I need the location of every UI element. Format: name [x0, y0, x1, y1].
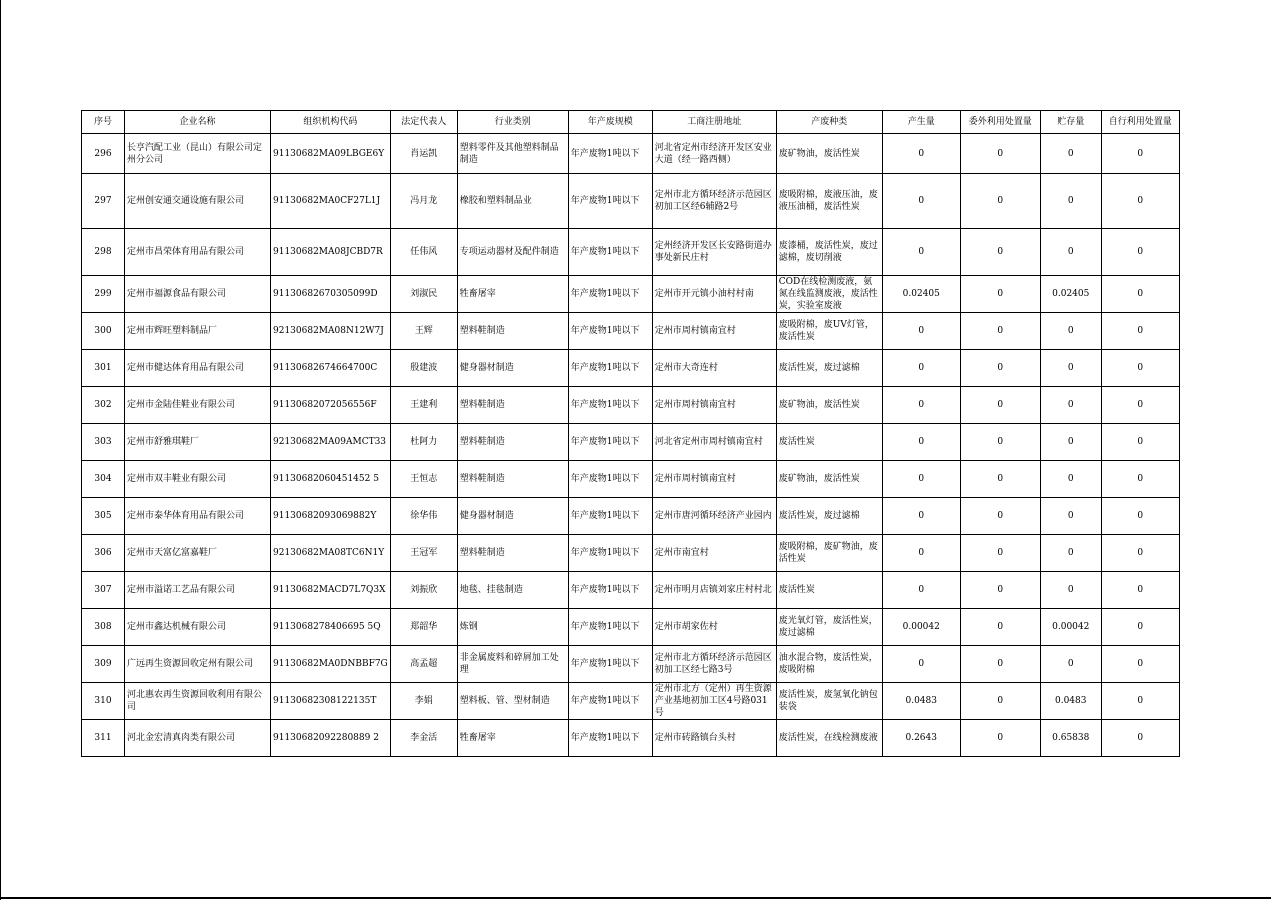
row-number: 299 — [82, 276, 125, 313]
address: 定州市大奇连村 — [652, 350, 776, 387]
company-name: 广远再生资源回收定州有限公司 — [125, 646, 271, 683]
company-name: 定州市福源食品有限公司 — [125, 276, 271, 313]
col-header: 产废种类 — [776, 111, 882, 134]
waste-scale: 年产废物1吨以下 — [568, 683, 652, 720]
org-code: 91130682MA0DNBBF7G — [271, 646, 391, 683]
legal-rep: 任伟风 — [390, 229, 457, 276]
table-row — [82, 535, 1180, 572]
col-header: 法定代表人 — [390, 111, 457, 134]
company-name: 定州市天富亿富嘉鞋厂 — [125, 535, 271, 572]
outsourced-amount: 0 — [960, 229, 1040, 276]
industry: 健身器材制造 — [457, 350, 568, 387]
row-number: 298 — [82, 229, 125, 276]
self-disposed-amount: 0 — [1101, 572, 1179, 609]
waste-types: 废活性炭 — [776, 572, 882, 609]
col-header: 组织机构代码 — [271, 111, 391, 134]
self-disposed-amount: 0 — [1101, 609, 1179, 646]
outsourced-amount: 0 — [960, 609, 1040, 646]
address: 定州市北方循环经济示范园区初加工区经七路3号 — [652, 646, 776, 683]
table-row — [82, 276, 1180, 313]
generated-amount: 0 — [882, 134, 960, 174]
table-row — [82, 720, 1180, 757]
col-header: 年产废规模 — [568, 111, 652, 134]
company-name: 定州市溢诺工艺品有限公司 — [125, 572, 271, 609]
outsourced-amount: 0 — [960, 313, 1040, 350]
generated-amount: 0.0483 — [882, 683, 960, 720]
address: 定州市砖路镇台头村 — [652, 720, 776, 757]
generated-amount: 0 — [882, 646, 960, 683]
self-disposed-amount: 0 — [1101, 387, 1179, 424]
col-header: 自行利用处置量 — [1101, 111, 1179, 134]
waste-types: 废光氧灯管，废活性炭，废过滤棉 — [776, 609, 882, 646]
row-number: 306 — [82, 535, 125, 572]
enterprise-waste-table — [81, 110, 1180, 757]
stored-amount: 0 — [1040, 646, 1101, 683]
stored-amount: 0.00042 — [1040, 609, 1101, 646]
org-code: 92130682MA08N12W7J — [271, 313, 391, 350]
stored-amount: 0 — [1040, 313, 1101, 350]
address: 定州市明月店镇刘家庄村村北 — [652, 572, 776, 609]
row-number: 297 — [82, 174, 125, 229]
waste-types: 废吸附棉，废液压油，废液压油桶，废活性炭 — [776, 174, 882, 229]
industry: 炼钢 — [457, 609, 568, 646]
table-row — [82, 350, 1180, 387]
waste-scale: 年产废物1吨以下 — [568, 174, 652, 229]
table-row — [82, 174, 1180, 229]
industry: 橡胶和塑料制品业 — [457, 174, 568, 229]
waste-types: 废吸附棉，废矿物油，废活性炭 — [776, 535, 882, 572]
company-name: 定州市金陆佳鞋业有限公司 — [125, 387, 271, 424]
self-disposed-amount: 0 — [1101, 720, 1179, 757]
row-number: 304 — [82, 461, 125, 498]
industry: 塑料鞋制造 — [457, 387, 568, 424]
org-code: 92130682MA09AMCT33 — [271, 424, 391, 461]
industry: 塑料鞋制造 — [457, 313, 568, 350]
company-name: 河北惠农再生资源回收利用有限公司 — [125, 683, 271, 720]
legal-rep: 杜阿力 — [390, 424, 457, 461]
waste-scale: 年产废物1吨以下 — [568, 498, 652, 535]
org-code: 91130682MA09LBGE6Y — [271, 134, 391, 174]
stored-amount: 0 — [1040, 350, 1101, 387]
row-number: 301 — [82, 350, 125, 387]
waste-scale: 年产废物1吨以下 — [568, 609, 652, 646]
waste-scale: 年产废物1吨以下 — [568, 535, 652, 572]
waste-types: 废矿物油，废活性炭 — [776, 461, 882, 498]
self-disposed-amount: 0 — [1101, 424, 1179, 461]
table-header-row — [82, 111, 1180, 134]
org-code: 91130682072056556F — [271, 387, 391, 424]
legal-rep: 王冠军 — [390, 535, 457, 572]
industry: 塑料零件及其他塑料制品制造 — [457, 134, 568, 174]
stored-amount: 0 — [1040, 498, 1101, 535]
outsourced-amount: 0 — [960, 572, 1040, 609]
org-code: 91130682MA08JCBD7R — [271, 229, 391, 276]
outsourced-amount: 0 — [960, 498, 1040, 535]
industry: 健身器材制造 — [457, 498, 568, 535]
page-border-left — [0, 0, 1, 900]
outsourced-amount: 0 — [960, 646, 1040, 683]
table-row — [82, 646, 1180, 683]
row-number: 308 — [82, 609, 125, 646]
self-disposed-amount: 0 — [1101, 646, 1179, 683]
row-number: 303 — [82, 424, 125, 461]
generated-amount: 0.2643 — [882, 720, 960, 757]
industry: 塑料鞋制造 — [457, 461, 568, 498]
stored-amount: 0 — [1040, 174, 1101, 229]
legal-rep: 高孟超 — [390, 646, 457, 683]
address: 定州市唐河循环经济产业园内 — [652, 498, 776, 535]
stored-amount: 0 — [1040, 134, 1101, 174]
address: 定州市北方循环经济示范园区初加工区经6辅路2号 — [652, 174, 776, 229]
waste-scale: 年产废物1吨以下 — [568, 387, 652, 424]
org-code: 91130682060451452 5 — [271, 461, 391, 498]
outsourced-amount: 0 — [960, 424, 1040, 461]
industry: 牲畜屠宰 — [457, 720, 568, 757]
legal-rep: 王恒志 — [390, 461, 457, 498]
waste-scale: 年产废物1吨以下 — [568, 646, 652, 683]
table-row — [82, 387, 1180, 424]
waste-scale: 年产废物1吨以下 — [568, 350, 652, 387]
legal-rep: 肖运凯 — [390, 134, 457, 174]
address: 河北省定州市经济开发区安业大道（经一路西侧） — [652, 134, 776, 174]
industry: 塑料板、管、型材制造 — [457, 683, 568, 720]
col-header: 贮存量 — [1040, 111, 1101, 134]
stored-amount: 0 — [1040, 387, 1101, 424]
legal-rep: 王建利 — [390, 387, 457, 424]
stored-amount: 0 — [1040, 424, 1101, 461]
self-disposed-amount: 0 — [1101, 535, 1179, 572]
org-code: 92130682MA08TC6N1Y — [271, 535, 391, 572]
outsourced-amount: 0 — [960, 276, 1040, 313]
generated-amount: 0 — [882, 572, 960, 609]
row-number: 305 — [82, 498, 125, 535]
org-code: 91130682MACD7L7Q3X — [271, 572, 391, 609]
col-header: 产生量 — [882, 111, 960, 134]
legal-rep: 王辉 — [390, 313, 457, 350]
org-code: 91130682MA0CF27L1J — [271, 174, 391, 229]
generated-amount: 0 — [882, 424, 960, 461]
waste-types: 废活性炭，废过滤棉 — [776, 498, 882, 535]
waste-types: 废活性炭，废过滤棉 — [776, 350, 882, 387]
waste-types: 废活性炭，在线检测废液 — [776, 720, 882, 757]
address: 定州市北方（定州）再生资源产业基地初加工区4号路031号 — [652, 683, 776, 720]
row-number: 307 — [82, 572, 125, 609]
company-name: 定州创安通交通设施有限公司 — [125, 174, 271, 229]
outsourced-amount: 0 — [960, 535, 1040, 572]
company-name: 定州市辉旺塑料制品厂 — [125, 313, 271, 350]
waste-scale: 年产废物1吨以下 — [568, 424, 652, 461]
industry: 地毯、挂毯制造 — [457, 572, 568, 609]
outsourced-amount: 0 — [960, 461, 1040, 498]
legal-rep: 刘淑民 — [390, 276, 457, 313]
generated-amount: 0 — [882, 350, 960, 387]
waste-scale: 年产废物1吨以下 — [568, 229, 652, 276]
outsourced-amount: 0 — [960, 387, 1040, 424]
waste-scale: 年产废物1吨以下 — [568, 461, 652, 498]
address: 定州市胡家佐村 — [652, 609, 776, 646]
stored-amount: 0 — [1040, 535, 1101, 572]
company-name: 长亨汽配工业（昆山）有限公司定州分公司 — [125, 134, 271, 174]
org-code: 91130682670305099D — [271, 276, 391, 313]
legal-rep: 冯月龙 — [390, 174, 457, 229]
row-number: 296 — [82, 134, 125, 174]
outsourced-amount: 0 — [960, 350, 1040, 387]
generated-amount: 0 — [882, 387, 960, 424]
table-row — [82, 134, 1180, 174]
self-disposed-amount: 0 — [1101, 174, 1179, 229]
generated-amount: 0 — [882, 498, 960, 535]
legal-rep: 刘振欣 — [390, 572, 457, 609]
table-row — [82, 461, 1180, 498]
waste-types: 油水混合物，废活性炭，废吸附棉 — [776, 646, 882, 683]
self-disposed-amount: 0 — [1101, 229, 1179, 276]
address: 定州经济开发区长安路街道办事处新民庄村 — [652, 229, 776, 276]
col-header: 委外利用处置量 — [960, 111, 1040, 134]
waste-types: 废矿物油，废活性炭 — [776, 134, 882, 174]
org-code: 91130682092280889 2 — [271, 720, 391, 757]
waste-scale: 年产废物1吨以下 — [568, 572, 652, 609]
outsourced-amount: 0 — [960, 134, 1040, 174]
legal-rep: 徐华伟 — [390, 498, 457, 535]
waste-types: 废漆桶，废活性炭，废过滤棉，废切削液 — [776, 229, 882, 276]
self-disposed-amount: 0 — [1101, 498, 1179, 535]
company-name: 定州市健达体育用品有限公司 — [125, 350, 271, 387]
self-disposed-amount: 0 — [1101, 134, 1179, 174]
generated-amount: 0 — [882, 535, 960, 572]
self-disposed-amount: 0 — [1101, 461, 1179, 498]
address: 定州市周村镇南宜村 — [652, 461, 776, 498]
table-row — [82, 424, 1180, 461]
generated-amount: 0.02405 — [882, 276, 960, 313]
company-name: 定州市鑫达机械有限公司 — [125, 609, 271, 646]
generated-amount: 0 — [882, 174, 960, 229]
outsourced-amount: 0 — [960, 683, 1040, 720]
generated-amount: 0 — [882, 229, 960, 276]
waste-scale: 年产废物1吨以下 — [568, 313, 652, 350]
waste-scale: 年产废物1吨以下 — [568, 720, 652, 757]
col-header: 行业类别 — [457, 111, 568, 134]
legal-rep: 殷建波 — [390, 350, 457, 387]
page-border-bottom — [0, 897, 1271, 899]
address: 河北省定州市周村镇南宜村 — [652, 424, 776, 461]
waste-types: COD在线检测废液，氨氮在线监测废液，废活性炭，实验室废液 — [776, 276, 882, 313]
stored-amount: 0 — [1040, 229, 1101, 276]
stored-amount: 0.0483 — [1040, 683, 1101, 720]
col-header: 企业名称 — [125, 111, 271, 134]
legal-rep: 李娟 — [390, 683, 457, 720]
self-disposed-amount: 0 — [1101, 350, 1179, 387]
company-name: 定州市昌荣体育用品有限公司 — [125, 229, 271, 276]
org-code: 9113068278406695 5Q — [271, 609, 391, 646]
industry: 专项运动器材及配件制造 — [457, 229, 568, 276]
address: 定州市周村镇南宜村 — [652, 387, 776, 424]
generated-amount: 0 — [882, 461, 960, 498]
org-code: 91130682093069882Y — [271, 498, 391, 535]
self-disposed-amount: 0 — [1101, 683, 1179, 720]
col-header: 工商注册地址 — [652, 111, 776, 134]
outsourced-amount: 0 — [960, 174, 1040, 229]
stored-amount: 0 — [1040, 461, 1101, 498]
row-number: 302 — [82, 387, 125, 424]
waste-scale: 年产废物1吨以下 — [568, 134, 652, 174]
company-name: 定州市双丰鞋业有限公司 — [125, 461, 271, 498]
table-row — [82, 498, 1180, 535]
table-row — [82, 572, 1180, 609]
row-number: 310 — [82, 683, 125, 720]
company-name: 定州市泰华体育用品有限公司 — [125, 498, 271, 535]
outsourced-amount: 0 — [960, 720, 1040, 757]
legal-rep: 李金活 — [390, 720, 457, 757]
address: 定州市开元镇小油村村南 — [652, 276, 776, 313]
stored-amount: 0.02405 — [1040, 276, 1101, 313]
waste-types: 废活性炭 — [776, 424, 882, 461]
table-row — [82, 229, 1180, 276]
waste-types: 废活性炭，废氢氧化钠包装袋 — [776, 683, 882, 720]
col-header: 序号 — [82, 111, 125, 134]
industry: 塑料鞋制造 — [457, 424, 568, 461]
address: 定州市南宜村 — [652, 535, 776, 572]
industry: 塑料鞋制造 — [457, 535, 568, 572]
org-code: 91130682308122135T — [271, 683, 391, 720]
company-name: 定州市舒雅琪鞋厂 — [125, 424, 271, 461]
org-code: 91130682674664700C — [271, 350, 391, 387]
address: 定州市周村镇南宜村 — [652, 313, 776, 350]
industry: 牲畜屠宰 — [457, 276, 568, 313]
generated-amount: 0.00042 — [882, 609, 960, 646]
table-row — [82, 313, 1180, 350]
table-row — [82, 683, 1180, 720]
waste-scale: 年产废物1吨以下 — [568, 276, 652, 313]
company-name: 河北金宏清真肉类有限公司 — [125, 720, 271, 757]
stored-amount: 0.65838 — [1040, 720, 1101, 757]
legal-rep: 郑韶华 — [390, 609, 457, 646]
row-number: 311 — [82, 720, 125, 757]
row-number: 309 — [82, 646, 125, 683]
stored-amount: 0 — [1040, 572, 1101, 609]
generated-amount: 0 — [882, 313, 960, 350]
waste-types: 废吸附棉，废UV灯管，废活性炭 — [776, 313, 882, 350]
table-row — [82, 609, 1180, 646]
self-disposed-amount: 0 — [1101, 313, 1179, 350]
waste-types: 废矿物油，废活性炭 — [776, 387, 882, 424]
row-number: 300 — [82, 313, 125, 350]
self-disposed-amount: 0 — [1101, 276, 1179, 313]
industry: 非金属废料和碎屑加工处理 — [457, 646, 568, 683]
